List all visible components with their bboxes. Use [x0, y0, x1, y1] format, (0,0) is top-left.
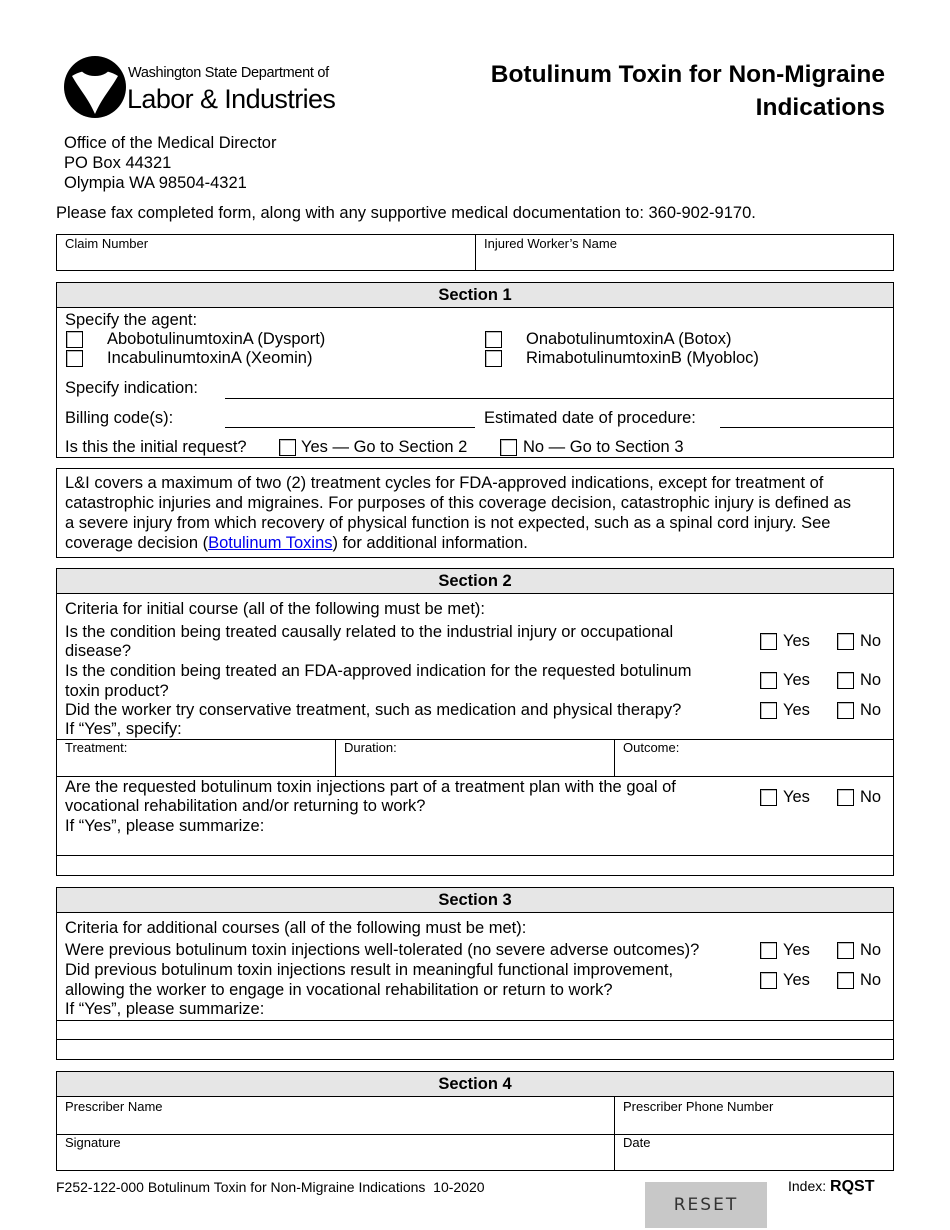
outcome-input[interactable] [616, 755, 892, 775]
billing-underline [225, 427, 475, 428]
prescriber-phone-input[interactable] [616, 1114, 892, 1134]
index-value: RQST [830, 1178, 875, 1195]
address-line3: Olympia WA 98504-4321 [64, 174, 247, 192]
botox-checkbox[interactable] [485, 331, 502, 348]
coverage-line4-start: coverage decision ( [65, 534, 209, 552]
s2-q3-line1: Did the worker try conservative treatment, such as medication and physical therapy? [65, 701, 682, 719]
s2-q1-line2: disease? [65, 642, 132, 660]
xeomin-label: IncabulinumtoxinA (Xeomin) [107, 349, 313, 367]
coverage-line4-end: ) for additional information. [332, 534, 528, 552]
title-line2: Indications [755, 94, 885, 121]
duration-input[interactable] [337, 755, 613, 775]
s3-q2-yes-label: Yes [783, 971, 810, 989]
s3-q2-yes-checkbox[interactable] [760, 972, 777, 989]
s2-summary-input[interactable] [58, 835, 892, 855]
s2-q4-line3: If “Yes”, please summarize: [65, 817, 265, 835]
form-id: F252-122-000 Botulinum Toxin for Non-Migraine Indications 10-2020 [56, 1179, 485, 1195]
worker-name-label: Injured Worker’s Name [484, 236, 617, 251]
claim-number-input[interactable] [58, 249, 474, 269]
billing-codes-label: Billing code(s): [65, 409, 174, 427]
xeomin-checkbox[interactable] [66, 350, 83, 367]
s2-q2-line2: toxin product? [65, 682, 169, 700]
dysport-checkbox[interactable] [66, 331, 83, 348]
page-title [415, 58, 885, 124]
date-label: Date [623, 1135, 651, 1150]
s3-q1-yes-checkbox[interactable] [760, 942, 777, 959]
address-line1: Office of the Medical Director [64, 134, 277, 152]
s2-q4-yes-label: Yes [783, 788, 810, 806]
signature-label: Signature [65, 1135, 121, 1150]
duration-label: Duration: [344, 740, 397, 755]
index-line [788, 1178, 874, 1196]
s3-q2-line2: allowing the worker to engage in vocational rehabilitation or return to work? [65, 981, 613, 999]
s2-q3-yes-checkbox[interactable] [760, 702, 777, 719]
s3-q2-line3: If “Yes”, please summarize: [65, 1000, 265, 1018]
row-divider [57, 1134, 893, 1135]
s2-criteria-label: Criteria for initial course (all of the following must be met): [65, 600, 485, 618]
signature-input[interactable] [58, 1150, 613, 1169]
section-2-title: Section 2 [57, 569, 893, 594]
s2-q1-yes-checkbox[interactable] [760, 633, 777, 650]
s3-criteria-label: Criteria for additional courses (all of the following must be met): [65, 919, 527, 937]
initial-no-checkbox[interactable] [500, 439, 517, 456]
section-3-title: Section 3 [57, 888, 893, 913]
s2-q2-no-checkbox[interactable] [837, 672, 854, 689]
index-label: Index: [788, 1178, 827, 1194]
prescriber-phone-label: Prescriber Phone Number [623, 1099, 774, 1114]
billing-codes-input[interactable] [225, 407, 475, 427]
s3-q1-no-checkbox[interactable] [837, 942, 854, 959]
coverage-line2: catastrophic injuries and migraines. For purposes of this coverage decision, catastrophic injury is defined as [65, 494, 851, 512]
dysport-label: AbobotulinumtoxinA (Dysport) [107, 330, 326, 348]
estimated-date-input[interactable] [720, 407, 893, 427]
divider [475, 235, 476, 270]
initial-yes-checkbox[interactable] [279, 439, 296, 456]
s2-q1-yes-label: Yes [783, 632, 810, 650]
section-4-title: Section 4 [57, 1072, 893, 1097]
section-1-title: Section 1 [57, 283, 893, 308]
s2-q3-no-label: No [860, 701, 882, 719]
prescriber-name-label: Prescriber Name [65, 1099, 163, 1114]
logo-line1: Washington State Department of [128, 65, 329, 81]
coverage-line1: L&I covers a maximum of two (2) treatment cycles for FDA-approved indications, except for treatment of [65, 474, 824, 492]
logo-line2: Labor & Industries [127, 84, 336, 114]
initial-no-label: No — Go to Section 3 [523, 438, 684, 456]
section-2 [56, 568, 894, 876]
treatment-label: Treatment: [65, 740, 128, 755]
s2-q4-line2: vocational rehabilitation and/or returning to work? [65, 797, 426, 815]
indication-input[interactable] [225, 377, 893, 397]
s2-q1-no-label: No [860, 632, 882, 650]
s2-q3-yes-label: Yes [783, 701, 810, 719]
col-divider [614, 740, 615, 776]
reset-button[interactable]: RESET [645, 1182, 767, 1228]
section-1 [56, 282, 894, 458]
s3-q1-yes-label: Yes [783, 941, 810, 959]
s3-q1-no-label: No [860, 941, 882, 959]
botulinum-toxins-link[interactable]: Botulinum Toxins [208, 534, 333, 552]
s2-q2-no-label: No [860, 671, 882, 689]
prescriber-name-input[interactable] [58, 1114, 613, 1134]
s2-q3-no-checkbox[interactable] [837, 702, 854, 719]
coverage-note [56, 468, 894, 558]
s2-q2-yes-label: Yes [783, 671, 810, 689]
coverage-line3: a severe injury from which recovery of physical function is not expected, such as a spinal cord injury. See [65, 514, 831, 532]
specify-indication-label: Specify indication: [65, 379, 198, 397]
s3-q2-line1: Did previous botulinum toxin injections result in meaningful functional improvement, [65, 961, 674, 979]
s2-q3-line2: If “Yes”, specify: [65, 720, 182, 738]
claim-worker-box [56, 234, 894, 271]
s3-q2-no-checkbox[interactable] [837, 972, 854, 989]
s2-summary-input-2[interactable] [58, 856, 892, 875]
date-input[interactable] [616, 1150, 892, 1169]
botox-label: OnabotulinumtoxinA (Botox) [526, 330, 732, 348]
outcome-label: Outcome: [623, 740, 680, 755]
fax-note: Please fax completed form, along with any supportive medical documentation to: 360-902-9170. [56, 204, 756, 222]
section-3 [56, 887, 894, 1060]
specify-agent-label: Specify the agent: [65, 311, 198, 329]
col-divider [335, 740, 336, 776]
s2-q4-yes-checkbox[interactable] [760, 789, 777, 806]
myobloc-label: RimabotulinumtoxinB (Myobloc) [526, 349, 759, 367]
s2-q2-line1: Is the condition being treated an FDA-approved indication for the requested botulinum [65, 662, 692, 680]
estimated-date-label: Estimated date of procedure: [484, 409, 696, 427]
s2-q1-line1: Is the condition being treated causally related to the industrial injury or occupational [65, 623, 674, 641]
claim-number-label: Claim Number [65, 236, 149, 251]
initial-yes-label: Yes — Go to Section 2 [301, 438, 468, 456]
s2-q4-no-checkbox[interactable] [837, 789, 854, 806]
s3-summary-input-2[interactable] [58, 1040, 892, 1059]
s3-q1: Were previous botulinum toxin injections well-tolerated (no severe adverse outcomes)? [65, 941, 700, 959]
lni-logo-icon [62, 54, 128, 120]
title-line1: Botulinum Toxin for Non-Migraine [490, 61, 885, 88]
s2-q2-yes-checkbox[interactable] [760, 672, 777, 689]
s3-summary-input[interactable] [58, 1021, 892, 1039]
date-underline [720, 427, 893, 428]
s3-q2-no-label: No [860, 971, 882, 989]
address-line2: PO Box 44321 [64, 154, 172, 172]
indication-underline [225, 398, 893, 399]
s2-q4-line1: Are the requested botulinum toxin injections part of a treatment plan with the goal of [65, 778, 676, 796]
coverage-line4 [65, 534, 528, 553]
s2-q1-no-checkbox[interactable] [837, 633, 854, 650]
row-divider [57, 739, 893, 740]
s2-q4-no-label: No [860, 788, 882, 806]
row-divider [57, 776, 893, 777]
initial-request-label: Is this the initial request? [65, 438, 247, 456]
section-4 [56, 1071, 894, 1171]
treatment-input[interactable] [58, 755, 334, 775]
worker-name-input[interactable] [477, 249, 893, 269]
myobloc-checkbox[interactable] [485, 350, 502, 367]
